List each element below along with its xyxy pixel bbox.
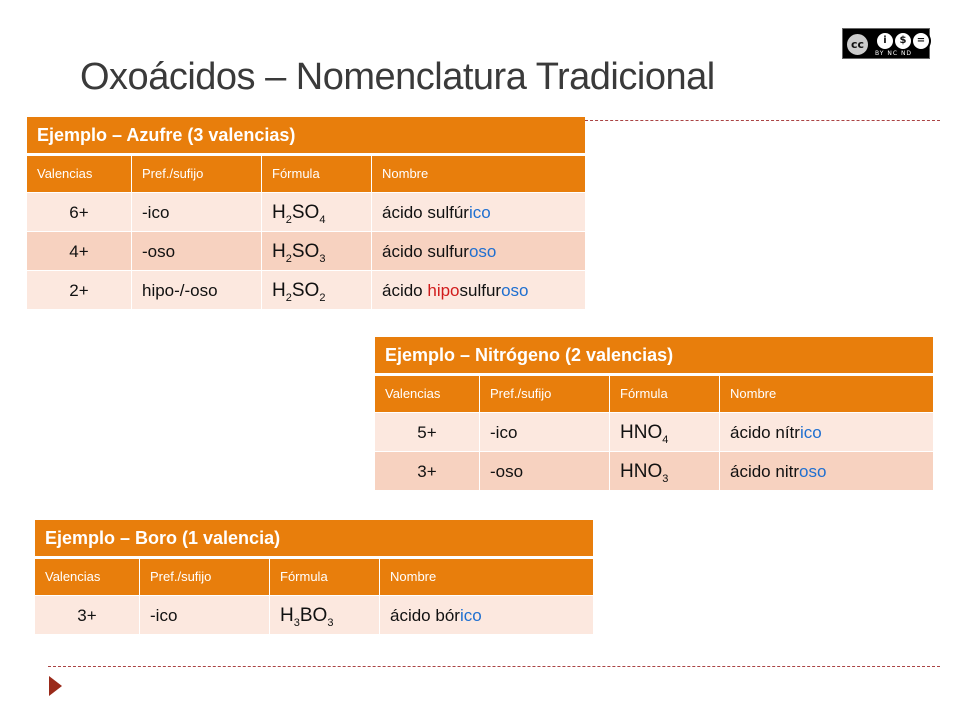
cell-formula [609, 451, 719, 490]
nombre-base: ácido nitr [730, 462, 799, 481]
cell-prefijo-sufijo: -oso [131, 231, 261, 270]
nombre-base: ácido bór [390, 606, 460, 625]
nombre-suffix: oso [798, 462, 827, 481]
nombre-suffix: ico [799, 423, 822, 442]
formula-subscript: 2 [285, 213, 292, 226]
cell-valencia: 6+ [27, 192, 131, 231]
column-header: Pref./sufijo [479, 376, 609, 412]
nombre-prefix: hipo [427, 281, 460, 300]
formula-subscript: 4 [662, 433, 669, 446]
nombre-suffix: oso [468, 242, 497, 261]
formula-subscript: 3 [327, 616, 334, 629]
cell-nombre [371, 270, 585, 309]
table-boro [35, 520, 593, 634]
column-header-row [35, 556, 593, 595]
table-row [35, 595, 593, 634]
cell-prefijo-sufijo: -ico [139, 595, 269, 634]
cell-formula [609, 412, 719, 451]
formula-part: HNO [620, 422, 663, 443]
cell-prefijo-sufijo: hipo-/-oso [131, 270, 261, 309]
table-nitrogeno [375, 337, 933, 490]
column-header: Fórmula [269, 559, 379, 595]
cell-valencia: 3+ [35, 595, 139, 634]
table-azufre [27, 117, 585, 309]
column-header: Fórmula [261, 156, 371, 192]
column-header: Fórmula [609, 376, 719, 412]
formula-part: SO [291, 202, 320, 223]
cell-formula [261, 270, 371, 309]
table-row [375, 451, 933, 490]
column-header: Pref./sufijo [139, 559, 269, 595]
nd-icon: = [911, 31, 931, 51]
license-labels: BY NC ND [875, 50, 913, 57]
cc-icon: cc [845, 32, 870, 57]
cell-formula [261, 231, 371, 270]
divider-top [585, 120, 940, 121]
divider-bottom [48, 666, 940, 667]
column-header: Valencias [375, 376, 479, 412]
column-header: Valencias [35, 559, 139, 595]
column-header: Nombre [379, 559, 593, 595]
nombre-suffix: oso [501, 281, 529, 300]
column-header: Nombre [719, 376, 933, 412]
cell-prefijo-sufijo: -oso [479, 451, 609, 490]
cell-valencia: 5+ [375, 412, 479, 451]
cell-prefijo-sufijo: -ico [131, 192, 261, 231]
column-header: Pref./sufijo [131, 156, 261, 192]
column-header-row [375, 373, 933, 412]
formula-part: BO [299, 605, 328, 626]
cell-nombre [379, 595, 593, 634]
formula-part: H [272, 202, 286, 223]
table-row [27, 192, 585, 231]
nombre-suffix: ico [468, 203, 491, 222]
nombre-suffix: ico [459, 606, 482, 625]
by-icon: i [875, 31, 895, 51]
table-row [27, 270, 585, 309]
table-row [375, 412, 933, 451]
formula-subscript: 2 [319, 291, 326, 304]
table-title: Ejemplo – Boro (1 valencia) [35, 520, 593, 556]
formula-subscript: 3 [293, 616, 300, 629]
column-header: Valencias [27, 156, 131, 192]
table-title: Ejemplo – Nitrógeno (2 valencias) [375, 337, 933, 373]
cell-nombre [719, 412, 933, 451]
formula-subscript: 3 [662, 472, 669, 485]
cell-valencia: 2+ [27, 270, 131, 309]
column-header-row [27, 153, 585, 192]
cell-formula [269, 595, 379, 634]
nombre-base: ácido sulfúr [382, 203, 469, 222]
cell-nombre [371, 231, 585, 270]
cell-prefijo-sufijo: -ico [479, 412, 609, 451]
nombre-base: ácido sulfur [382, 242, 469, 261]
formula-subscript: 2 [285, 291, 292, 304]
formula-subscript: 3 [319, 252, 326, 265]
arrow-bullet-icon [49, 676, 62, 696]
license-badge[interactable] [842, 28, 930, 59]
nombre-base: ácido [382, 281, 428, 300]
formula-part: H [272, 241, 286, 262]
cell-valencia: 4+ [27, 231, 131, 270]
nc-icon: $ [893, 31, 913, 51]
cell-formula [261, 192, 371, 231]
table-title: Ejemplo – Azufre (3 valencias) [27, 117, 585, 153]
formula-subscript: 2 [285, 252, 292, 265]
formula-part: SO [291, 241, 320, 262]
formula-part: H [272, 280, 286, 301]
formula-part: HNO [620, 461, 663, 482]
cell-valencia: 3+ [375, 451, 479, 490]
formula-subscript: 4 [319, 213, 326, 226]
table-row [27, 231, 585, 270]
cell-nombre [371, 192, 585, 231]
nombre-mid: sulfur [459, 281, 502, 300]
page-title: Oxoácidos – Nomenclatura Tradicional [80, 56, 715, 98]
formula-part: SO [291, 280, 320, 301]
column-header: Nombre [371, 156, 585, 192]
cell-nombre [719, 451, 933, 490]
nombre-base: ácido nítr [730, 423, 800, 442]
formula-part: H [280, 605, 294, 626]
